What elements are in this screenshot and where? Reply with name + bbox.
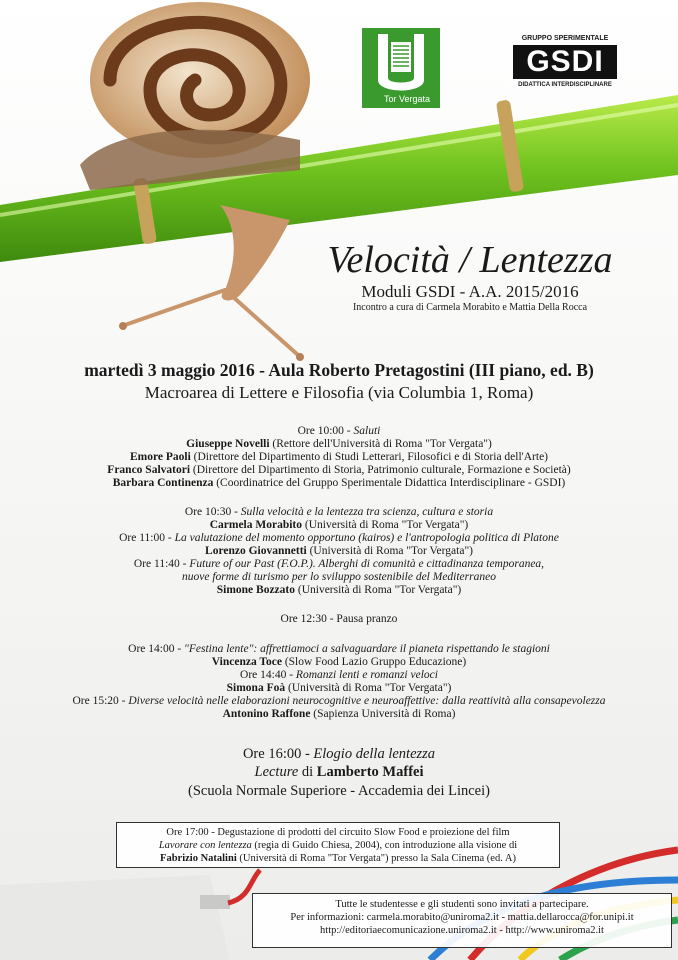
event-date: martedì 3 maggio 2016 - Aula Roberto Pretagostini (III piano, ed. B) bbox=[84, 360, 594, 380]
talk-topic: Ore 10:30 - Sulla velocità e la lentezza tra scienza, cultura e storia bbox=[184, 506, 494, 518]
talk-topic: Ore 15:20 - Diverse velocità nelle elaborazioni neurocognitive e neuroaffettive: dalla reattività alla consapevolezza bbox=[72, 695, 606, 707]
speaker-line: Emore Paoli (Direttore del Dipartimento di Studi Letterari, Filosofici e di Storia dell'Arte) bbox=[130, 451, 548, 463]
talk-speaker: Carmela Morabito (Università di Roma "Tor Vergata") bbox=[209, 519, 469, 531]
talk-speaker: Lorenzo Giovannetti (Università di Roma "Tor Vergata") bbox=[205, 545, 473, 557]
info-box bbox=[252, 893, 672, 948]
talk-speaker: Simone Bozzato (Università di Roma "Tor Vergata") bbox=[216, 584, 462, 596]
lunch-break: Ore 12:30 - Pausa pranzo bbox=[280, 613, 398, 625]
snail-body bbox=[220, 205, 290, 300]
keynote-speaker: Lecture di Lamberto Maffei bbox=[254, 764, 424, 780]
saluti-heading: Ore 10:00 - Saluti bbox=[297, 425, 381, 437]
keynote-heading: Ore 16:00 - Elogio della lentezza bbox=[242, 746, 436, 762]
keynote-affiliation: (Scuola Normale Superiore - Accademia dei Lincei) bbox=[188, 783, 490, 799]
gsdi-logo-top: GRUPPO SPERIMENTALE bbox=[521, 35, 609, 42]
talk-topic-cont: nuove forme di turismo per lo sviluppo sostenibile del Mediterraneo bbox=[182, 571, 496, 583]
screening-line: Fabrizio Natalini (Università di Roma "Tor Vergata") presso la Sala Cinema (ed. A) bbox=[160, 853, 516, 864]
event-venue: Macroarea di Lettere e Filosofia (via Columbia 1, Roma) bbox=[144, 383, 534, 402]
talk-topic: Ore 14:40 - Romanzi lenti e romanzi veloci bbox=[240, 669, 438, 681]
gsdi-logo bbox=[510, 35, 620, 95]
contact-emails[interactable]: Per informazioni: carmela.morabito@uniroma2.it - mattia.dellarocca@for.unipi.it bbox=[290, 912, 634, 923]
website-links[interactable]: http://editoriaecomunicazione.uniroma2.it - http://www.uniroma2.it bbox=[320, 925, 604, 936]
speaker-line: Barbara Continenza (Coordinatrice del Gruppo Sperimentale Didattica Interdisciplinare - GSDI) bbox=[112, 477, 566, 489]
router-device bbox=[0, 875, 230, 960]
curators-note: Incontro a cura di Carmela Morabito e Mattia Della Rocca bbox=[352, 302, 588, 313]
speaker-line: Giuseppe Novelli (Rettore dell'Università di Roma "Tor Vergata") bbox=[186, 438, 492, 450]
talk-topic: Ore 11:40 - Future of our Past (F.O.P.). Alberghi di comunità e cittadinanza temporanea, bbox=[133, 558, 545, 570]
gsdi-logo-main: GSDI bbox=[513, 45, 617, 79]
gsdi-logo-bottom: DIDATTICA INTERDISCIPLINARE bbox=[518, 82, 612, 88]
poster-title: Velocità / Lentezza bbox=[327, 239, 613, 281]
talk-topic: Ore 11:00 - La valutazione del momento opportuno (kairos) e l'antropologia politica di Platone bbox=[119, 532, 559, 544]
speaker-line: Franco Salvatori (Direttore del Dipartimento di Storia, Patrimonio culturale, Formazione e Società) bbox=[107, 464, 571, 476]
screening-box bbox=[116, 822, 560, 868]
screening-line: Lavorare con lentezza (regia di Guido Chiesa, 2004), con introduzione alla visione di bbox=[158, 840, 518, 851]
tor-vergata-label: Tor Vergata bbox=[384, 94, 431, 104]
poster-subtitle: Moduli GSDI - A.A. 2015/2016 bbox=[361, 282, 579, 301]
talk-speaker: Simona Foà (Università di Roma "Tor Vergata") bbox=[226, 682, 452, 694]
screening-line: Ore 17:00 - Degustazione di prodotti del circuito Slow Food e proiezione del film bbox=[166, 827, 510, 838]
info-line: Tutte le studentesse e gli studenti sono invitati a partecipare. bbox=[335, 899, 589, 910]
talk-topic: Ore 14:00 - "Festina lente": affrettiamoci a salvaguardare il pianeta rispettando le stagioni bbox=[128, 643, 550, 655]
talk-speaker: Antonino Raffone (Sapienza Università di Roma) bbox=[222, 708, 456, 720]
talk-speaker: Vincenza Toce (Slow Food Lazio Gruppo Educazione) bbox=[211, 656, 467, 668]
